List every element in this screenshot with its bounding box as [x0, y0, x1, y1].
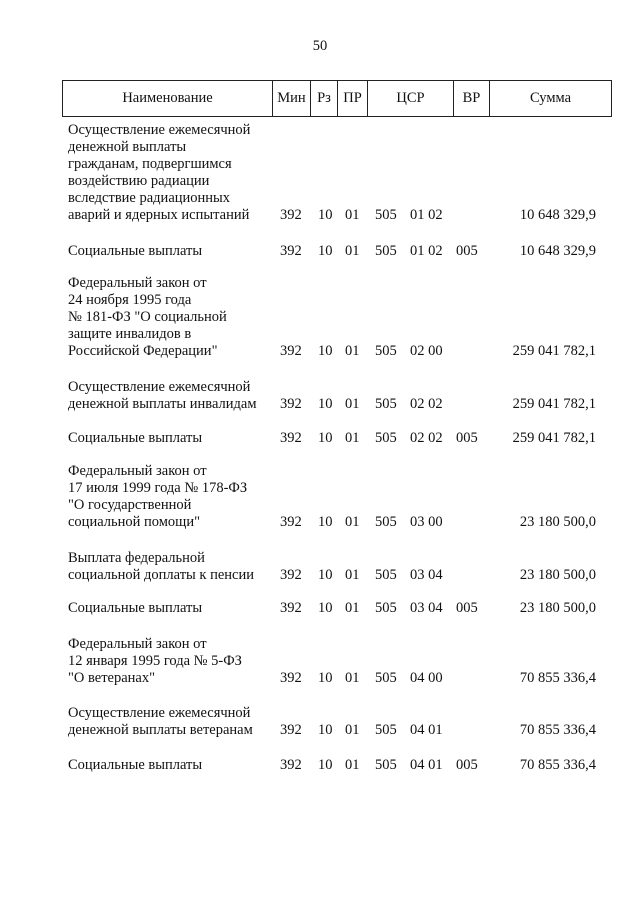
row-name-line: Социальные выплаты — [68, 430, 203, 446]
cell-csr1: 505 — [375, 207, 397, 223]
cell-pr: 01 — [345, 722, 360, 738]
row-name-line: № 181-ФЗ "О социальной — [68, 309, 227, 325]
row-name — [68, 379, 273, 413]
cell-pr: 01 — [345, 396, 360, 412]
cell-vr: 005 — [456, 430, 478, 446]
row-name-line: социальной помощи" — [68, 514, 201, 530]
header-rz: Рз — [311, 81, 338, 116]
cell-rz: 10 — [318, 430, 333, 446]
cell-sum: 70 855 336,4 — [519, 722, 596, 738]
row-name-line: социальной доплаты к пенсии — [68, 567, 254, 583]
cell-csr1: 505 — [375, 722, 397, 738]
table-row — [68, 122, 608, 224]
cell-csr2: 04 01 — [410, 722, 443, 738]
cell-min: 392 — [280, 430, 302, 446]
header-sum: Сумма — [529, 90, 572, 106]
cell-sum: 259 041 782,1 — [512, 396, 596, 412]
cell-csr1: 505 — [375, 243, 397, 259]
cell-csr2: 04 01 — [410, 757, 443, 773]
cell-min: 392 — [280, 514, 302, 530]
header-vr: ВР — [454, 81, 490, 116]
cell-min: 392 — [280, 567, 302, 583]
row-name-line: денежной выплаты — [68, 139, 187, 155]
row-name-line: Российской Федерации" — [68, 343, 218, 359]
cell-min: 392 — [280, 670, 302, 686]
cell-csr2: 02 00 — [410, 343, 443, 359]
cell-pr: 01 — [345, 430, 360, 446]
row-name — [68, 430, 273, 447]
row-name-line: гражданам, подвергшимся — [68, 156, 232, 172]
cell-sum: 23 180 500,0 — [519, 567, 596, 583]
row-name-line: Социальные выплаты — [68, 600, 203, 616]
cell-csr1: 505 — [375, 600, 397, 616]
cell-pr: 01 — [345, 343, 360, 359]
row-name-line: аварий и ядерных испытаний — [68, 207, 250, 223]
cell-csr1: 505 — [375, 430, 397, 446]
cell-csr2: 02 02 — [410, 396, 443, 412]
cell-csr2: 03 04 — [410, 600, 443, 616]
cell-rz: 10 — [318, 567, 333, 583]
cell-sum: 23 180 500,0 — [519, 600, 596, 616]
row-name-line: 24 ноября 1995 года — [68, 292, 192, 308]
cell-min: 392 — [280, 722, 302, 738]
cell-vr: 005 — [456, 600, 478, 616]
cell-csr2: 03 04 — [410, 567, 443, 583]
row-name — [68, 550, 273, 584]
cell-csr1: 505 — [375, 396, 397, 412]
cell-sum: 259 041 782,1 — [512, 430, 596, 446]
header-min: Мин — [273, 81, 311, 116]
cell-rz: 10 — [318, 722, 333, 738]
cell-csr1: 505 — [375, 343, 397, 359]
cell-pr: 01 — [345, 207, 360, 223]
cell-csr1: 505 — [375, 757, 397, 773]
row-name-line: воздействию радиации — [68, 173, 210, 189]
cell-pr: 01 — [345, 243, 360, 259]
row-name-line: Социальные выплаты — [68, 243, 203, 259]
cell-csr2: 03 00 — [410, 514, 443, 530]
cell-rz: 10 — [318, 670, 333, 686]
row-name-line: "О государственной — [68, 497, 192, 513]
cell-rz: 10 — [318, 396, 333, 412]
cell-sum: 10 648 329,9 — [519, 207, 596, 223]
cell-csr1: 505 — [375, 670, 397, 686]
row-name-line: "О ветеранах" — [68, 670, 156, 686]
cell-csr2: 04 00 — [410, 670, 443, 686]
row-name — [68, 636, 273, 687]
row-name-line: Федеральный закон от — [68, 636, 207, 652]
cell-vr: 005 — [456, 757, 478, 773]
table-row — [68, 757, 608, 774]
cell-min: 392 — [280, 757, 302, 773]
table-row — [68, 379, 608, 413]
table-row — [68, 275, 608, 360]
cell-sum: 23 180 500,0 — [519, 514, 596, 530]
row-name-line: Осуществление ежемесячной — [68, 379, 251, 395]
cell-rz: 10 — [318, 600, 333, 616]
cell-sum: 70 855 336,4 — [519, 670, 596, 686]
cell-pr: 01 — [345, 514, 360, 530]
cell-rz: 10 — [318, 757, 333, 773]
row-name-line: Выплата федеральной — [68, 550, 205, 566]
header-csr: ЦСР — [368, 81, 454, 116]
cell-pr: 01 — [345, 567, 360, 583]
cell-pr: 01 — [345, 757, 360, 773]
row-name — [68, 122, 273, 224]
cell-min: 392 — [280, 396, 302, 412]
cell-csr2: 02 02 — [410, 430, 443, 446]
cell-min: 392 — [280, 207, 302, 223]
row-name-line: вследствие радиационных — [68, 190, 231, 206]
cell-rz: 10 — [318, 207, 333, 223]
row-name-line: Осуществление ежемесячной — [68, 705, 251, 721]
row-name-line: Социальные выплаты — [68, 757, 203, 773]
cell-csr2: 01 02 — [410, 207, 443, 223]
cell-csr2: 01 02 — [410, 243, 443, 259]
cell-vr: 005 — [456, 243, 478, 259]
table-row — [68, 705, 608, 739]
table-header — [62, 80, 612, 117]
cell-rz: 10 — [318, 514, 333, 530]
row-name-line: 17 июля 1999 года № 178-ФЗ — [68, 480, 248, 496]
cell-pr: 01 — [345, 600, 360, 616]
cell-csr1: 505 — [375, 514, 397, 530]
table-row — [68, 430, 608, 447]
cell-min: 392 — [280, 343, 302, 359]
cell-min: 392 — [280, 243, 302, 259]
row-name — [68, 463, 273, 531]
cell-pr: 01 — [345, 670, 360, 686]
table-row — [68, 600, 608, 617]
row-name-line: Федеральный закон от — [68, 275, 207, 291]
cell-rz: 10 — [318, 343, 333, 359]
cell-min: 392 — [280, 600, 302, 616]
header-pr: ПР — [338, 81, 368, 116]
row-name-line: Федеральный закон от — [68, 463, 207, 479]
table-row — [68, 636, 608, 687]
cell-csr1: 505 — [375, 567, 397, 583]
row-name — [68, 757, 273, 774]
row-name-line: Осуществление ежемесячной — [68, 122, 251, 138]
table-row — [68, 463, 608, 531]
row-name-line: денежной выплаты инвалидам — [68, 396, 257, 412]
row-name-line: 12 января 1995 года № 5-ФЗ — [68, 653, 242, 669]
cell-sum: 10 648 329,9 — [519, 243, 596, 259]
row-name — [68, 600, 273, 617]
table-row — [68, 243, 608, 260]
page-number: 50 — [312, 38, 328, 54]
row-name — [68, 705, 273, 739]
header-name: Наименование — [63, 81, 273, 116]
table-row — [68, 550, 608, 584]
cell-rz: 10 — [318, 243, 333, 259]
row-name-line: защите инвалидов в — [68, 326, 192, 342]
cell-sum: 259 041 782,1 — [512, 343, 596, 359]
cell-sum: 70 855 336,4 — [519, 757, 596, 773]
row-name-line: денежной выплаты ветеранам — [68, 722, 253, 738]
row-name — [68, 243, 273, 260]
row-name — [68, 275, 273, 360]
